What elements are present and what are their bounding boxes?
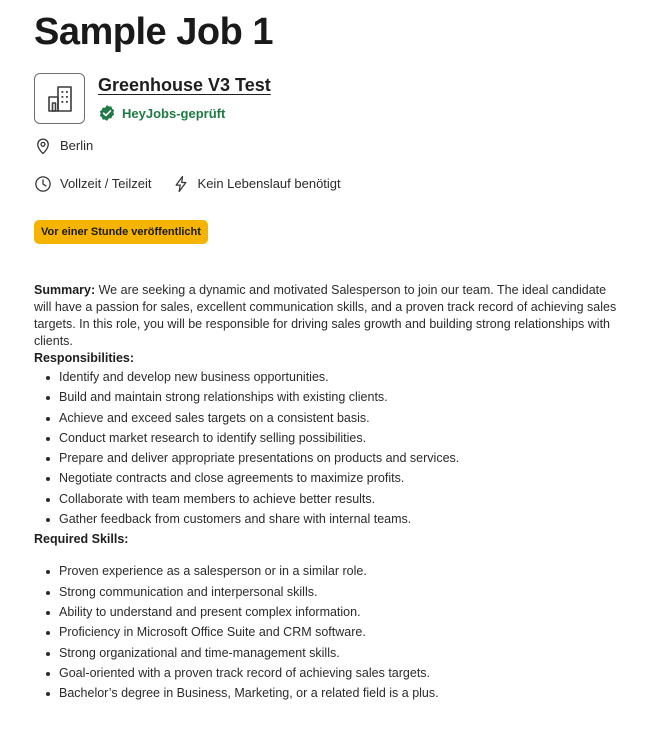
company-logo [34, 73, 85, 124]
employment-type [34, 175, 152, 193]
skills-heading: Required Skills: [34, 532, 129, 547]
list-item: Collaborate with team members to achieve better results. [34, 491, 624, 508]
list-item: Goal-oriented with a proven track record of achieving sales targets. [34, 665, 624, 682]
responsibilities-list [34, 369, 624, 528]
posted-time-badge: Vor einer Stunde veröffentlicht [34, 220, 208, 244]
list-item: Strong organizational and time-management skills. [34, 645, 624, 662]
job-description [34, 282, 624, 705]
lightning-icon [172, 175, 190, 193]
location-text: Berlin [60, 138, 94, 153]
location-row [34, 137, 93, 155]
job-meta-row [34, 175, 341, 193]
cv-requirement [172, 175, 341, 193]
skills-list [34, 563, 624, 702]
location [34, 137, 93, 155]
list-item: Identify and develop new business opportunities. [34, 369, 624, 386]
list-item: Achieve and exceed sales targets on a consistent basis. [34, 410, 624, 427]
list-item: Bachelor’s degree in Business, Marketing, or a related field is a plus. [34, 685, 624, 702]
list-item: Strong communication and interpersonal skills. [34, 584, 624, 601]
cv-requirement-text: Kein Lebenslauf benötigt [197, 176, 341, 191]
employment-type-text: Vollzeit / Teilzeit [60, 176, 152, 191]
building-icon [45, 84, 75, 114]
list-item: Proficiency in Microsoft Office Suite and CRM software. [34, 624, 624, 641]
summary-paragraph [34, 282, 624, 350]
location-pin-icon [34, 137, 52, 155]
company-name-link[interactable]: Greenhouse V3 Test [98, 75, 271, 95]
check-badge-icon [98, 104, 116, 122]
list-item: Prepare and deliver appropriate presentations on products and services. [34, 450, 624, 467]
list-item: Negotiate contracts and close agreements to maximize profits. [34, 470, 624, 487]
job-title: Sample Job 1 [34, 11, 273, 53]
list-item: Conduct market research to identify selling possibilities. [34, 430, 624, 447]
clock-icon [34, 175, 52, 193]
list-item: Build and maintain strong relationships with existing clients. [34, 389, 624, 406]
list-item: Proven experience as a salesperson or in a similar role. [34, 563, 624, 580]
list-item: Gather feedback from customers and share with internal teams. [34, 511, 624, 528]
responsibilities-heading: Responsibilities: [34, 351, 135, 365]
list-item: Ability to understand and present complex information. [34, 604, 624, 621]
verified-label: HeyJobs-geprüft [122, 105, 226, 121]
summary-label: Summary: [34, 283, 96, 297]
summary-text: We are seeking a dynamic and motivated Salesperson to join our team. The ideal candidate will have a passion for sales, excellent communication skills, and a proven track record of achieving sales targets. In this role, you will be responsible for driving sales growth and building strong relationships with clients. [34, 283, 617, 348]
verified-badge [98, 104, 225, 122]
